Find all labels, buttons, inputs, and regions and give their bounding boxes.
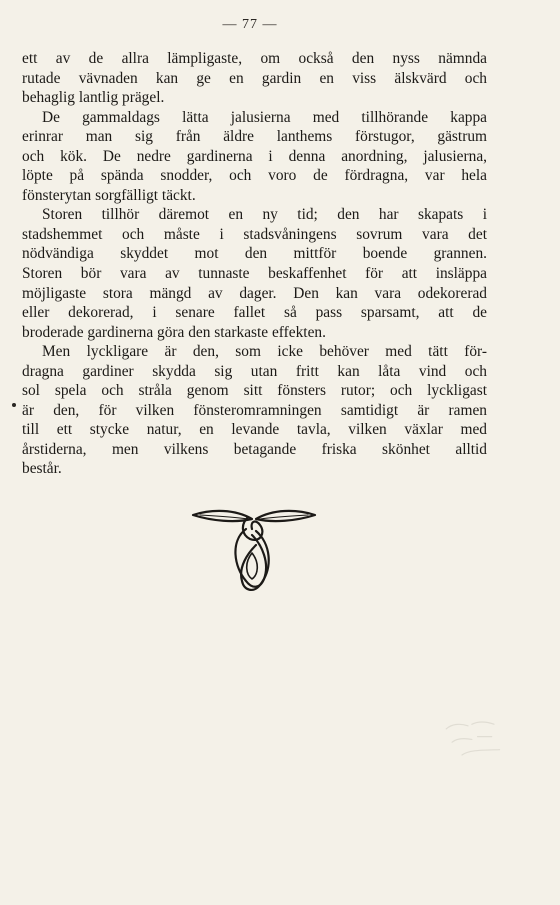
text-line: De gammaldags lätta jalusierna med tillhörande kappa [42, 108, 487, 126]
text-line: sol spela och stråla genom sitt fönsters rutor; och lyckligast [22, 382, 487, 400]
text-line: består. [22, 460, 62, 478]
text-line: Storen tillhör däremot en ny tid; den har skapats i [42, 206, 487, 224]
page-number: — 77 — [222, 17, 278, 32]
text-line: stadshemmet och måste i stadsvåningens sovrum vara det [22, 225, 487, 243]
text-line: fönsterytan sorgfälligt täckt. [22, 186, 196, 204]
text-line: till ett stycke natur, en levande tavla, vilken växlar med [22, 421, 487, 439]
text-line: dragna gardiner skydda sig utan fritt kan låta vind och [22, 362, 487, 380]
text-line: ett av de allra lämpligaste, om också den nyss nämnda [22, 50, 487, 67]
body-text [22, 49, 487, 479]
text-line: behaglig lantlig prägel. [22, 89, 165, 107]
text-line: Men lyckligare är den, som icke behöver med tätt för- [42, 343, 487, 361]
floral-knot-ornament-icon [190, 505, 318, 597]
text-line: löpte på spända snodder, och voro de fördragna, var hela [22, 167, 487, 185]
text-line: årstiderna, men vilkens betagande friska skönhet alltid [22, 440, 487, 458]
text-line: möjligaste stora mängd av dager. Den kan vara odekorerad [22, 284, 487, 302]
text-line: Storen bör vara av tunnaste beskaffenhet för att insläppa [22, 265, 487, 283]
text-line: broderade gardinerna göra den starkaste effekten. [22, 323, 326, 341]
text-line: är den, för vilken fönsteromramningen samtidigt är ramen [22, 401, 487, 419]
text-line: nödvändiga skyddet mot den mittför boende grannen. [22, 245, 487, 263]
bleed-through-mark-icon [437, 710, 513, 769]
text-line: rutade vävnaden kan ge en gardin en viss älskvärd och [22, 69, 487, 87]
text-line: erinrar man sig från äldre lanthems förstugor, gästrum [22, 128, 487, 146]
text-line: och kök. De nedre gardinerna i denna anordning, jalusierna, [22, 147, 487, 165]
text-line: eller dekorerad, i senare fallet så pass sparsamt, att de [22, 304, 487, 322]
margin-dot [12, 403, 16, 407]
